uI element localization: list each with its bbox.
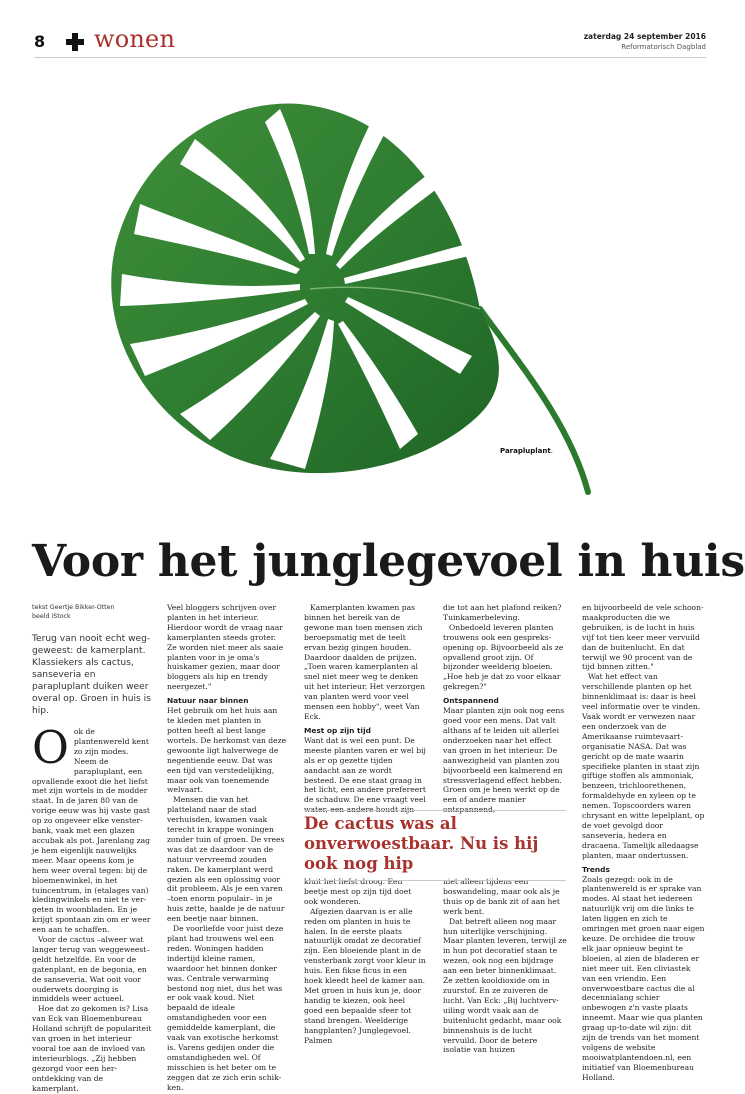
column-2 <box>167 603 287 1093</box>
body-paragraph: kluit het liefst droog. Een beetje mest op zijn tijd doet ook wonderen. <box>304 877 412 906</box>
column-1 <box>32 603 152 1094</box>
caption-text: Parapluplant <box>500 447 551 455</box>
photo-caption <box>500 447 553 455</box>
subheading: Mest op zijn tijd <box>304 725 371 735</box>
plus-icon <box>66 33 84 51</box>
page-header <box>34 25 706 58</box>
body-paragraph: Zoals gezegd: ook in de plantenwereld is er sprake van modes. Al staat het iedereen natuurlijk vrij om die links te laten liggen en zich te omringen met groen naar eigen keuze. De orchidee die trouw elk jaar opnieuw begint te bloeien, al zien de bladeren er niet meer uit. Een cliviastek van een vriendin. Een onverwoestbare cactus die al decennialang schier onbewogen z'n vaste plaats inneemt. Maar wie qua planten graag up-to-date wil zijn: dit zijn de trends van het moment volgens de website mooiwatplantendoen.nl, een initiatief van Bloemenbureau Holland. <box>582 874 705 1082</box>
body-paragraph: Het gebruik om het huis aan te kleden met planten in potten heeft al best lange wortels. De herkomst van deze gewoonte ligt halverwege de negentiende eeuw. Dat was een tijd van verstedelijking, maar ook van toenemende welvaart. <box>167 706 287 795</box>
column-5 <box>582 603 706 1083</box>
body-paragraph: Mensen die van het platteland naar de stad verhuisden, kwamen vaak terecht in krappe woningen zonder tuin of groen. De vrees was dat ze daardoor van de natuur vervreemd zouden raken. De kamerplant werd gezien als een oplossing voor dit probleem. Als je een varen –toen enorm populair– in je huis zette, haalde je de natuur een beetje naar binnen. <box>167 795 285 924</box>
article-headline: Voor het junglegevoel in huis <box>32 536 745 587</box>
subheading: Ontspannend <box>443 696 499 706</box>
body-paragraph: Afgezien daarvan is er alle reden om planten in huis te halen. In de eerste plaats natuurlijk omdat ze decoratief zijn. Een bloeiende plant in de vensterbank zorgt voor kleur in huis. Een fikse ficus in een hoek kleedt heel de kamer aan. Met groen in huis kun je, door handig te kiezen, ook heel goed een bepaalde sfeer tot stand brengen. Weelderige hangplanten? Junglegevoel. Palmen <box>304 906 426 1045</box>
body-paragraph: niet alleen tijdens een boswandeling, maar ook als je thuis op de bank zit of aan het werk bent. <box>443 877 560 916</box>
subheading: Natuur naar binnen <box>167 696 249 706</box>
caption-period: . <box>550 447 553 455</box>
pull-quote: De cactus was al onverwoestbaar. Nu is hij ook nog hip <box>304 810 566 881</box>
body-paragraph: Voor de cactus –alweer wat langer terug van weggeweest– geldt hetzelfde. En voor de gatenplant, en de begonia, en de sanseveria. Wat ooit voor ouderwets doorging is inmiddels weer actueel. <box>32 935 151 1004</box>
body-paragraph: en bijvoorbeeld de vele schoonmaakproducten die we gebruiken, is de lucht in huis vijf tot tien keer meer vervuild dan de buitenlucht. En dat terwijl we 90 procent van de tijd binnen zitten." <box>582 603 704 672</box>
monstera-leaf-photo <box>100 84 600 494</box>
body-paragraph: Wat het effect van verschillende planten op het binnenklimaat is: daar is heel veel informatie over te vinden. Vaak wordt er verwezen naar een onderzoek van de Amerikaanse ruimtevaartorganisatie NASA. Dat was gericht op de mate waarin specifieke planten in staat zijn giftige stoffen als ammoniak, benzeen, trichloorethenen, formaldehyde en xyleen op te nemen. Topscoorders waren chrysant en witte lepelplant, op de voet gevolgd door sanseveria, hedera en dracaena. Tamelijk alledaagse planten, maar ondertussen. <box>582 672 705 860</box>
photo-credit: beeld iStock <box>32 613 71 620</box>
author-credit: tekst Geertje Bikker-Otten <box>32 604 115 611</box>
body-paragraph: die tot aan het plafond reiken? Tuinkamerbeleving. <box>443 603 562 622</box>
subheading: Trends <box>582 864 610 874</box>
section-title: wonen <box>94 25 176 53</box>
body-paragraph: Maar planten zijn ook nog eens goed voor een mens. Dat valt althans af te leiden uit allerlei onderzoeken naar het effect van groen in het interieur. De aanwezigheid van planten zou bijvoorbeeld een kalmerend en stressverlagend effect hebben. Groen om je heen werkt op de een of andere manier ontspannend, <box>443 706 565 815</box>
issue-date: zaterdag 24 september 2016 <box>583 32 706 41</box>
newspaper-name: Reformatorisch Dagblad <box>621 43 706 51</box>
body-paragraph: Dat betreft alleen nog maar hun uiterlijke verschijning. Maar planten leveren, terwijl ze in hun pot decoratief staan te wezen, ook nog een bijdrage aan een beter binnenklimaat. Ze zetten kooldioxide om in zuurstof. En ze zuiveren de lucht. Van Eck: „Bij luchtvervuiling wordt vaak aan de buitenlucht gedacht, maar ook binnenshuis is de lucht vervuild. Door de betere isolatie van huizen <box>443 916 567 1055</box>
body-paragraph: De voorliefde voor juist deze plant had trouwens wel een reden. Woningen hadden indertijd kleine ramen, waardoor het binnen donker was. Centrale verwarming bestond nog niet, dus het was er ook vaak koud. Niet bepaald de ideale omstandigheden voor een gemiddelde kamerplant, die vaak van exotische herkomst is. Varens gedijen onder die omstandigheden wel. Of misschien is het beter om te zeggen dat ze zich erin schikken. <box>167 924 284 1092</box>
body-paragraph: Want dat is wel een punt. De meeste planten varen er wel bij als er op gezette tijden aandacht aan ze wordt besteed. De ene staat graag in het licht, een andere prefereert de schaduw. De ene vraagt veel water, een andere houdt zijn <box>304 735 426 815</box>
body-paragraph: Ook de plantenwereld kent zo zijn modes. Neem de parapluplant, een opvallende exoot die het liefst met zijn wortels in de modder staat. In de jaren 80 van de vorige eeuw was hij vaste gast op zo ongeveer elke vensterbank, vaak met een glazen accubak als pot. Jarenlang zag je hem eigenlijk nauwelijks meer. Maar opeens kom je hem weer overal tegen: bij de bloemenwinkel, in het tuincentrum, in (etalages van) kledingwinkels en niet te vergeten in woonbladen. En je krijgt spontaan zin om er weer een aan te schaffen. <box>32 721 151 935</box>
drop-cap: O <box>32 721 69 774</box>
article-intro: Terug van nooit echt weggeweest: de kamerplant. Klassiekers als cactus, sanseveria en parapluplant duiken weer overal op. Groen in huis is hip. <box>32 634 151 716</box>
body-paragraph: Kamerplanten kwamen pas binnen het bereik van de gewone man toen mensen zich beroepsmatig met de teelt ervan bezig gingen houden. Daardoor daalden de prijzen. „Toen waren kamerplanten al snel niet meer weg te denken uit het interieur. Het verzorgen van planten werd voor veel mensen een hobby", weet Van Eck. <box>304 603 426 721</box>
page-number: 8 <box>34 32 46 51</box>
body-paragraph: Hoe dat zo gekomen is? Lisa van Eck van Bloemenbureau Holland schrijft de populariteit van groen in het interieur vooral toe aan de invloed van interieurblogs. „Zij hebben gezorgd voor een herontdekking van de kamerplant. <box>32 1004 152 1093</box>
body-paragraph: Onbedoeld leveren planten trouwens ook een gespreksopening op. Bijvoorbeeld als ze opvallend groot zijn. Of bijzonder weelderig bloeien. „Hoe heb je dat zo voor elkaar gekregen?" <box>443 622 564 692</box>
body-paragraph: Veel bloggers schrijven over planten in het interieur. Hierdoor wordt de vraag naar kamerplanten steeds groter. Ze worden niet meer als saaie planten voor in je oma's huiskamer gezien, maar door bloggers als hip en trendy neergezet." <box>167 603 284 692</box>
